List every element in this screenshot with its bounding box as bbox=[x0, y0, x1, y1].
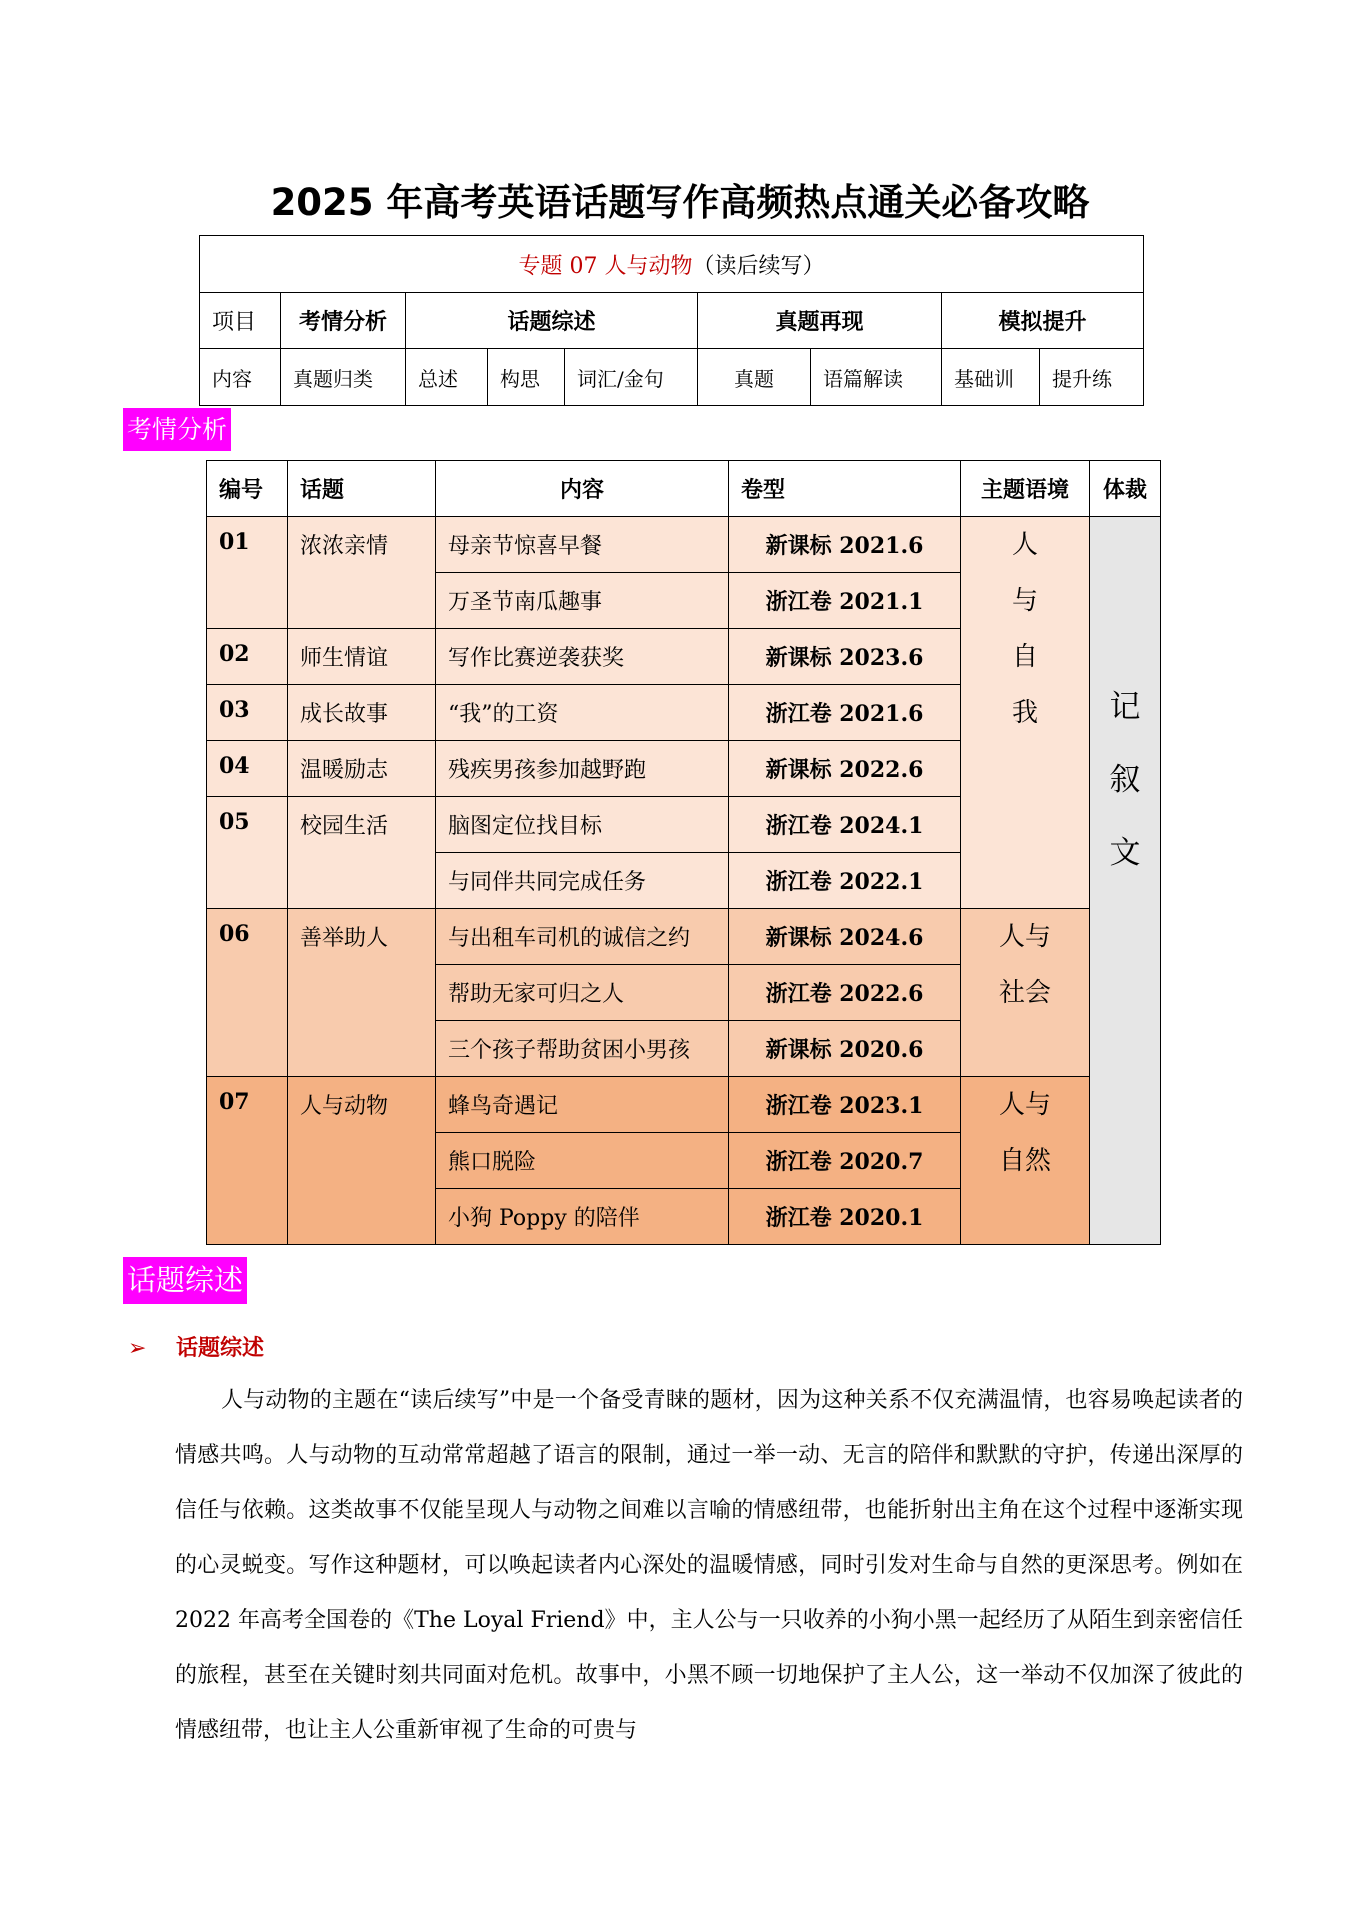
theme-self bbox=[961, 517, 1090, 909]
genre-char: 文 bbox=[1109, 835, 1141, 871]
row-number: 03 bbox=[207, 685, 288, 741]
nav-sublink-exam[interactable]: 真题 bbox=[698, 349, 811, 406]
col-header-number: 编号 bbox=[207, 461, 288, 517]
col-header-genre: 体裁 bbox=[1090, 461, 1161, 517]
row-exam: 新课标 2023.6 bbox=[729, 629, 961, 685]
subsection-label: 话题综述 bbox=[176, 1336, 265, 1361]
theme-char: 自 bbox=[1011, 642, 1038, 672]
col-header-topic: 话题 bbox=[288, 461, 436, 517]
row-exam: 浙江卷 2021.1 bbox=[729, 573, 961, 629]
row-exam: 新课标 2024.6 bbox=[729, 909, 961, 965]
section-tag-overview: 话题综述 bbox=[123, 1257, 247, 1304]
genre-narrative bbox=[1090, 517, 1161, 1245]
row-exam: 浙江卷 2020.1 bbox=[729, 1189, 961, 1245]
navigation-table bbox=[199, 235, 1144, 406]
nav-sublink-advanced[interactable]: 提升练 bbox=[1040, 349, 1144, 406]
nav-link-real-exam[interactable]: 真题再现 bbox=[698, 293, 942, 349]
row-exam: 新课标 2021.6 bbox=[729, 517, 961, 573]
row-exam: 浙江卷 2024.1 bbox=[729, 797, 961, 853]
row-exam: 浙江卷 2022.6 bbox=[729, 965, 961, 1021]
table-row bbox=[207, 517, 1161, 573]
theme-line: 自然 bbox=[998, 1146, 1051, 1176]
nav-label-content: 内容 bbox=[200, 349, 281, 406]
row-content: 残疾男孩参加越野跑 bbox=[436, 741, 729, 797]
row-exam: 浙江卷 2023.1 bbox=[729, 1077, 961, 1133]
row-exam: 新课标 2022.6 bbox=[729, 741, 961, 797]
table-row bbox=[207, 909, 1161, 965]
row-number: 06 bbox=[207, 909, 288, 1077]
nav-label-project: 项目 bbox=[200, 293, 281, 349]
nav-link-practice[interactable]: 模拟提升 bbox=[942, 293, 1144, 349]
overview-paragraph: 人与动物的主题在“读后续写”中是一个备受青睐的题材，因为这种关系不仅充满温情，也容易唤起读者的情感共鸣。人与动物的互动常常超越了语言的限制，通过一举一动、无言的陪伴和默默的守护，传递出深厚的信任与依赖。这类故事不仅能呈现人与动物之间难以言喻的情感纽带，也能折射出主角在这个过程中逐渐实现的心灵蜕变。写作这种题材，可以唤起读者内心深处的温暖情感，同时引发对生命与自然的更深思考。例如在 2022 年高考全国卷的《The Loyal Friend》中，主人公与一只收养的小狗小黑一起经历了从陌生到亲密信任的旅程，甚至在关键时刻共同面对危机。故事中，小黑不顾一切地保护了主人公，这一举动不仅加深了彼此的情感纽带，也让主人公重新审视了生命的可贵与 bbox=[175, 1388, 1243, 1743]
row-content: 小狗 Poppy 的陪伴 bbox=[436, 1189, 729, 1245]
genre-char: 叙 bbox=[1109, 762, 1141, 798]
row-content: “我”的工资 bbox=[436, 685, 729, 741]
analysis-table bbox=[206, 460, 1161, 1245]
row-content: 熊口脱险 bbox=[436, 1133, 729, 1189]
nav-link-overview[interactable]: 话题综述 bbox=[406, 293, 698, 349]
nav-link-analysis[interactable]: 考情分析 bbox=[281, 293, 406, 349]
nav-sublink-idea[interactable]: 构思 bbox=[488, 349, 565, 406]
subsection-heading bbox=[128, 1331, 264, 1362]
row-number: 02 bbox=[207, 629, 288, 685]
row-topic: 人与动物 bbox=[288, 1077, 436, 1245]
col-header-exam: 卷型 bbox=[729, 461, 961, 517]
topic-header bbox=[200, 236, 1144, 293]
row-topic: 浓浓亲情 bbox=[288, 517, 436, 629]
row-content: 万圣节南瓜趣事 bbox=[436, 573, 729, 629]
row-exam: 浙江卷 2021.6 bbox=[729, 685, 961, 741]
row-topic: 校园生活 bbox=[288, 797, 436, 909]
row-topic: 成长故事 bbox=[288, 685, 436, 741]
row-exam: 浙江卷 2022.1 bbox=[729, 853, 961, 909]
row-number: 05 bbox=[207, 797, 288, 909]
row-number: 07 bbox=[207, 1077, 288, 1245]
topic-title: 专题 07 人与动物 bbox=[518, 253, 693, 279]
theme-line: 人与 bbox=[998, 922, 1051, 952]
row-content: 帮助无家可归之人 bbox=[436, 965, 729, 1021]
row-content: 母亲节惊喜早餐 bbox=[436, 517, 729, 573]
section-tag-analysis: 考情分析 bbox=[123, 408, 231, 451]
nav-sublink-summary[interactable]: 总述 bbox=[406, 349, 488, 406]
row-exam: 新课标 2020.6 bbox=[729, 1021, 961, 1077]
theme-char: 人 bbox=[1011, 530, 1038, 560]
theme-char: 我 bbox=[1011, 698, 1038, 728]
row-topic: 善举助人 bbox=[288, 909, 436, 1077]
theme-line: 社会 bbox=[998, 978, 1051, 1008]
row-content: 脑图定位找目标 bbox=[436, 797, 729, 853]
theme-nature bbox=[961, 1077, 1090, 1245]
row-exam: 浙江卷 2020.7 bbox=[729, 1133, 961, 1189]
row-number: 01 bbox=[207, 517, 288, 629]
nav-sublink-classification[interactable]: 真题归类 bbox=[281, 349, 406, 406]
row-content: 与同伴共同完成任务 bbox=[436, 853, 729, 909]
theme-char: 与 bbox=[1011, 586, 1038, 616]
row-number: 04 bbox=[207, 741, 288, 797]
row-content: 蜂鸟奇遇记 bbox=[436, 1077, 729, 1133]
row-content: 与出租车司机的诚信之约 bbox=[436, 909, 729, 965]
arrow-bullet-icon: ➢ bbox=[128, 1336, 147, 1361]
table-row bbox=[207, 1077, 1161, 1133]
col-header-content: 内容 bbox=[436, 461, 729, 517]
theme-line: 人与 bbox=[998, 1090, 1051, 1120]
nav-sublink-vocab[interactable]: 词汇/金句 bbox=[565, 349, 698, 406]
genre-char: 记 bbox=[1109, 689, 1141, 725]
row-content: 写作比赛逆袭获奖 bbox=[436, 629, 729, 685]
row-topic: 师生情谊 bbox=[288, 629, 436, 685]
nav-sublink-basic[interactable]: 基础训 bbox=[942, 349, 1040, 406]
nav-sublink-reading[interactable]: 语篇解读 bbox=[811, 349, 942, 406]
row-content: 三个孩子帮助贫困小男孩 bbox=[436, 1021, 729, 1077]
page-title: 2025 年高考英语话题写作高频热点通关必备攻略 bbox=[270, 181, 1090, 224]
topic-subtitle: （读后续写） bbox=[692, 253, 825, 279]
col-header-theme: 主题语境 bbox=[961, 461, 1090, 517]
genre-spacer bbox=[1090, 890, 1160, 1090]
row-topic: 温暖励志 bbox=[288, 741, 436, 797]
theme-society bbox=[961, 909, 1090, 1077]
